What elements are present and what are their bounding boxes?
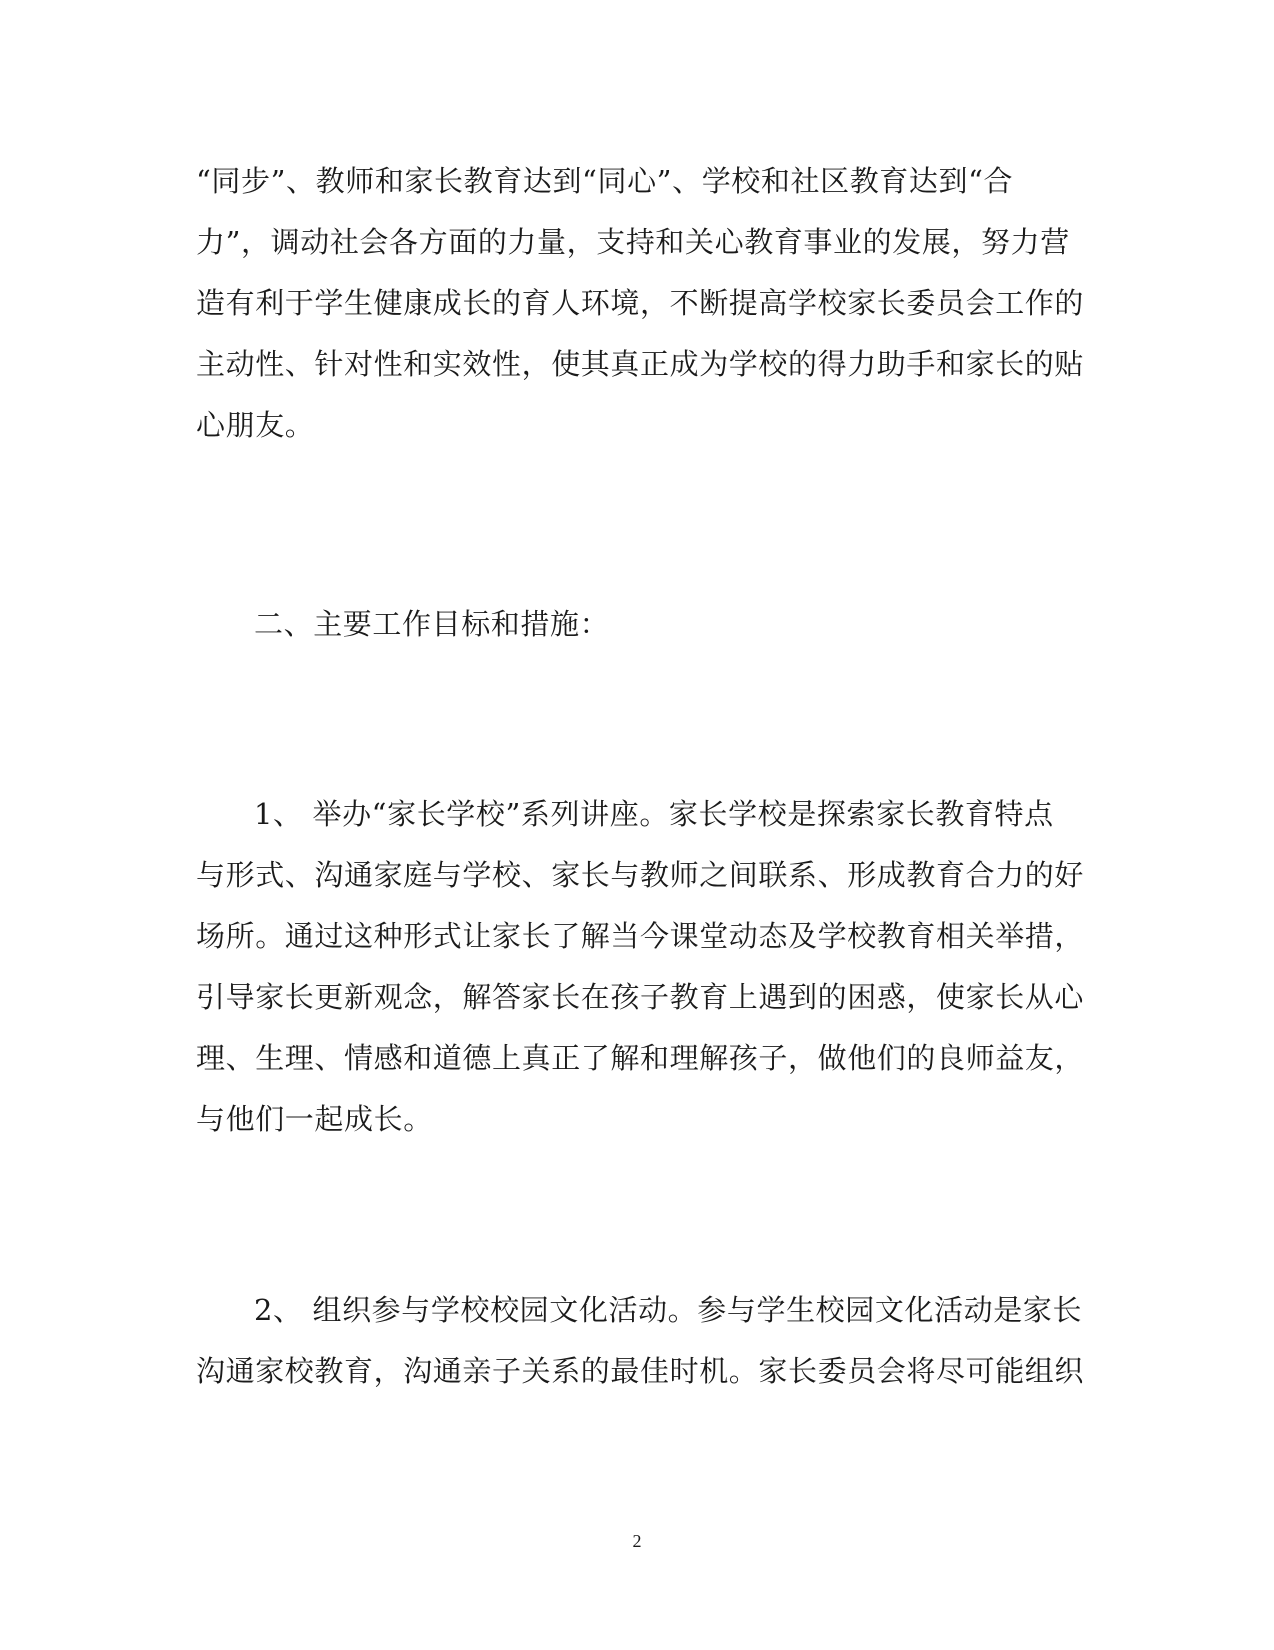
page-number: 2 <box>632 1531 642 1551</box>
text-line: 1、 举办“家长学校”系列讲座。家长学校是探索家长教育特点 <box>254 797 1054 831</box>
text-line: “同步”、教师和家长教育达到“同心”、学校和社区教育达到“合 <box>196 164 1014 198</box>
heading-line: 二、主要工作目标和措施： <box>254 607 610 641</box>
text-line: 2、 组织参与学校校园文化活动。参与学生校园文化活动是家长 <box>254 1293 1083 1327</box>
text-line: 心朋友。 <box>196 408 315 442</box>
text-line: 主动性、针对性和实效性，使其真正成为学校的得力助手和家长的贴 <box>196 347 1085 381</box>
text-line: 场所。通过这种形式让家长了解当今课堂动态及学校教育相关举措， <box>196 919 1085 953</box>
text-line: 沟通家校教育，沟通亲子关系的最佳时机。家长委员会将尽可能组织 <box>196 1354 1085 1388</box>
text-line: 引导家长更新观念，解答家长在孩子教育上遇到的困惑，使家长从心 <box>196 980 1085 1014</box>
text-line: 理、生理、情感和道德上真正了解和理解孩子，做他们的良师益友， <box>196 1041 1085 1075</box>
text-line: 与他们一起成长。 <box>196 1102 433 1136</box>
text-line: 造有利于学生健康成长的育人环境，不断提高学校家长委员会工作的 <box>196 286 1085 320</box>
text-line: 与形式、沟通家庭与学校、家长与教师之间联系、形成教育合力的好 <box>196 858 1085 892</box>
text-line: 力”，调动社会各方面的力量，支持和关心教育事业的发展，努力营 <box>196 225 1070 259</box>
